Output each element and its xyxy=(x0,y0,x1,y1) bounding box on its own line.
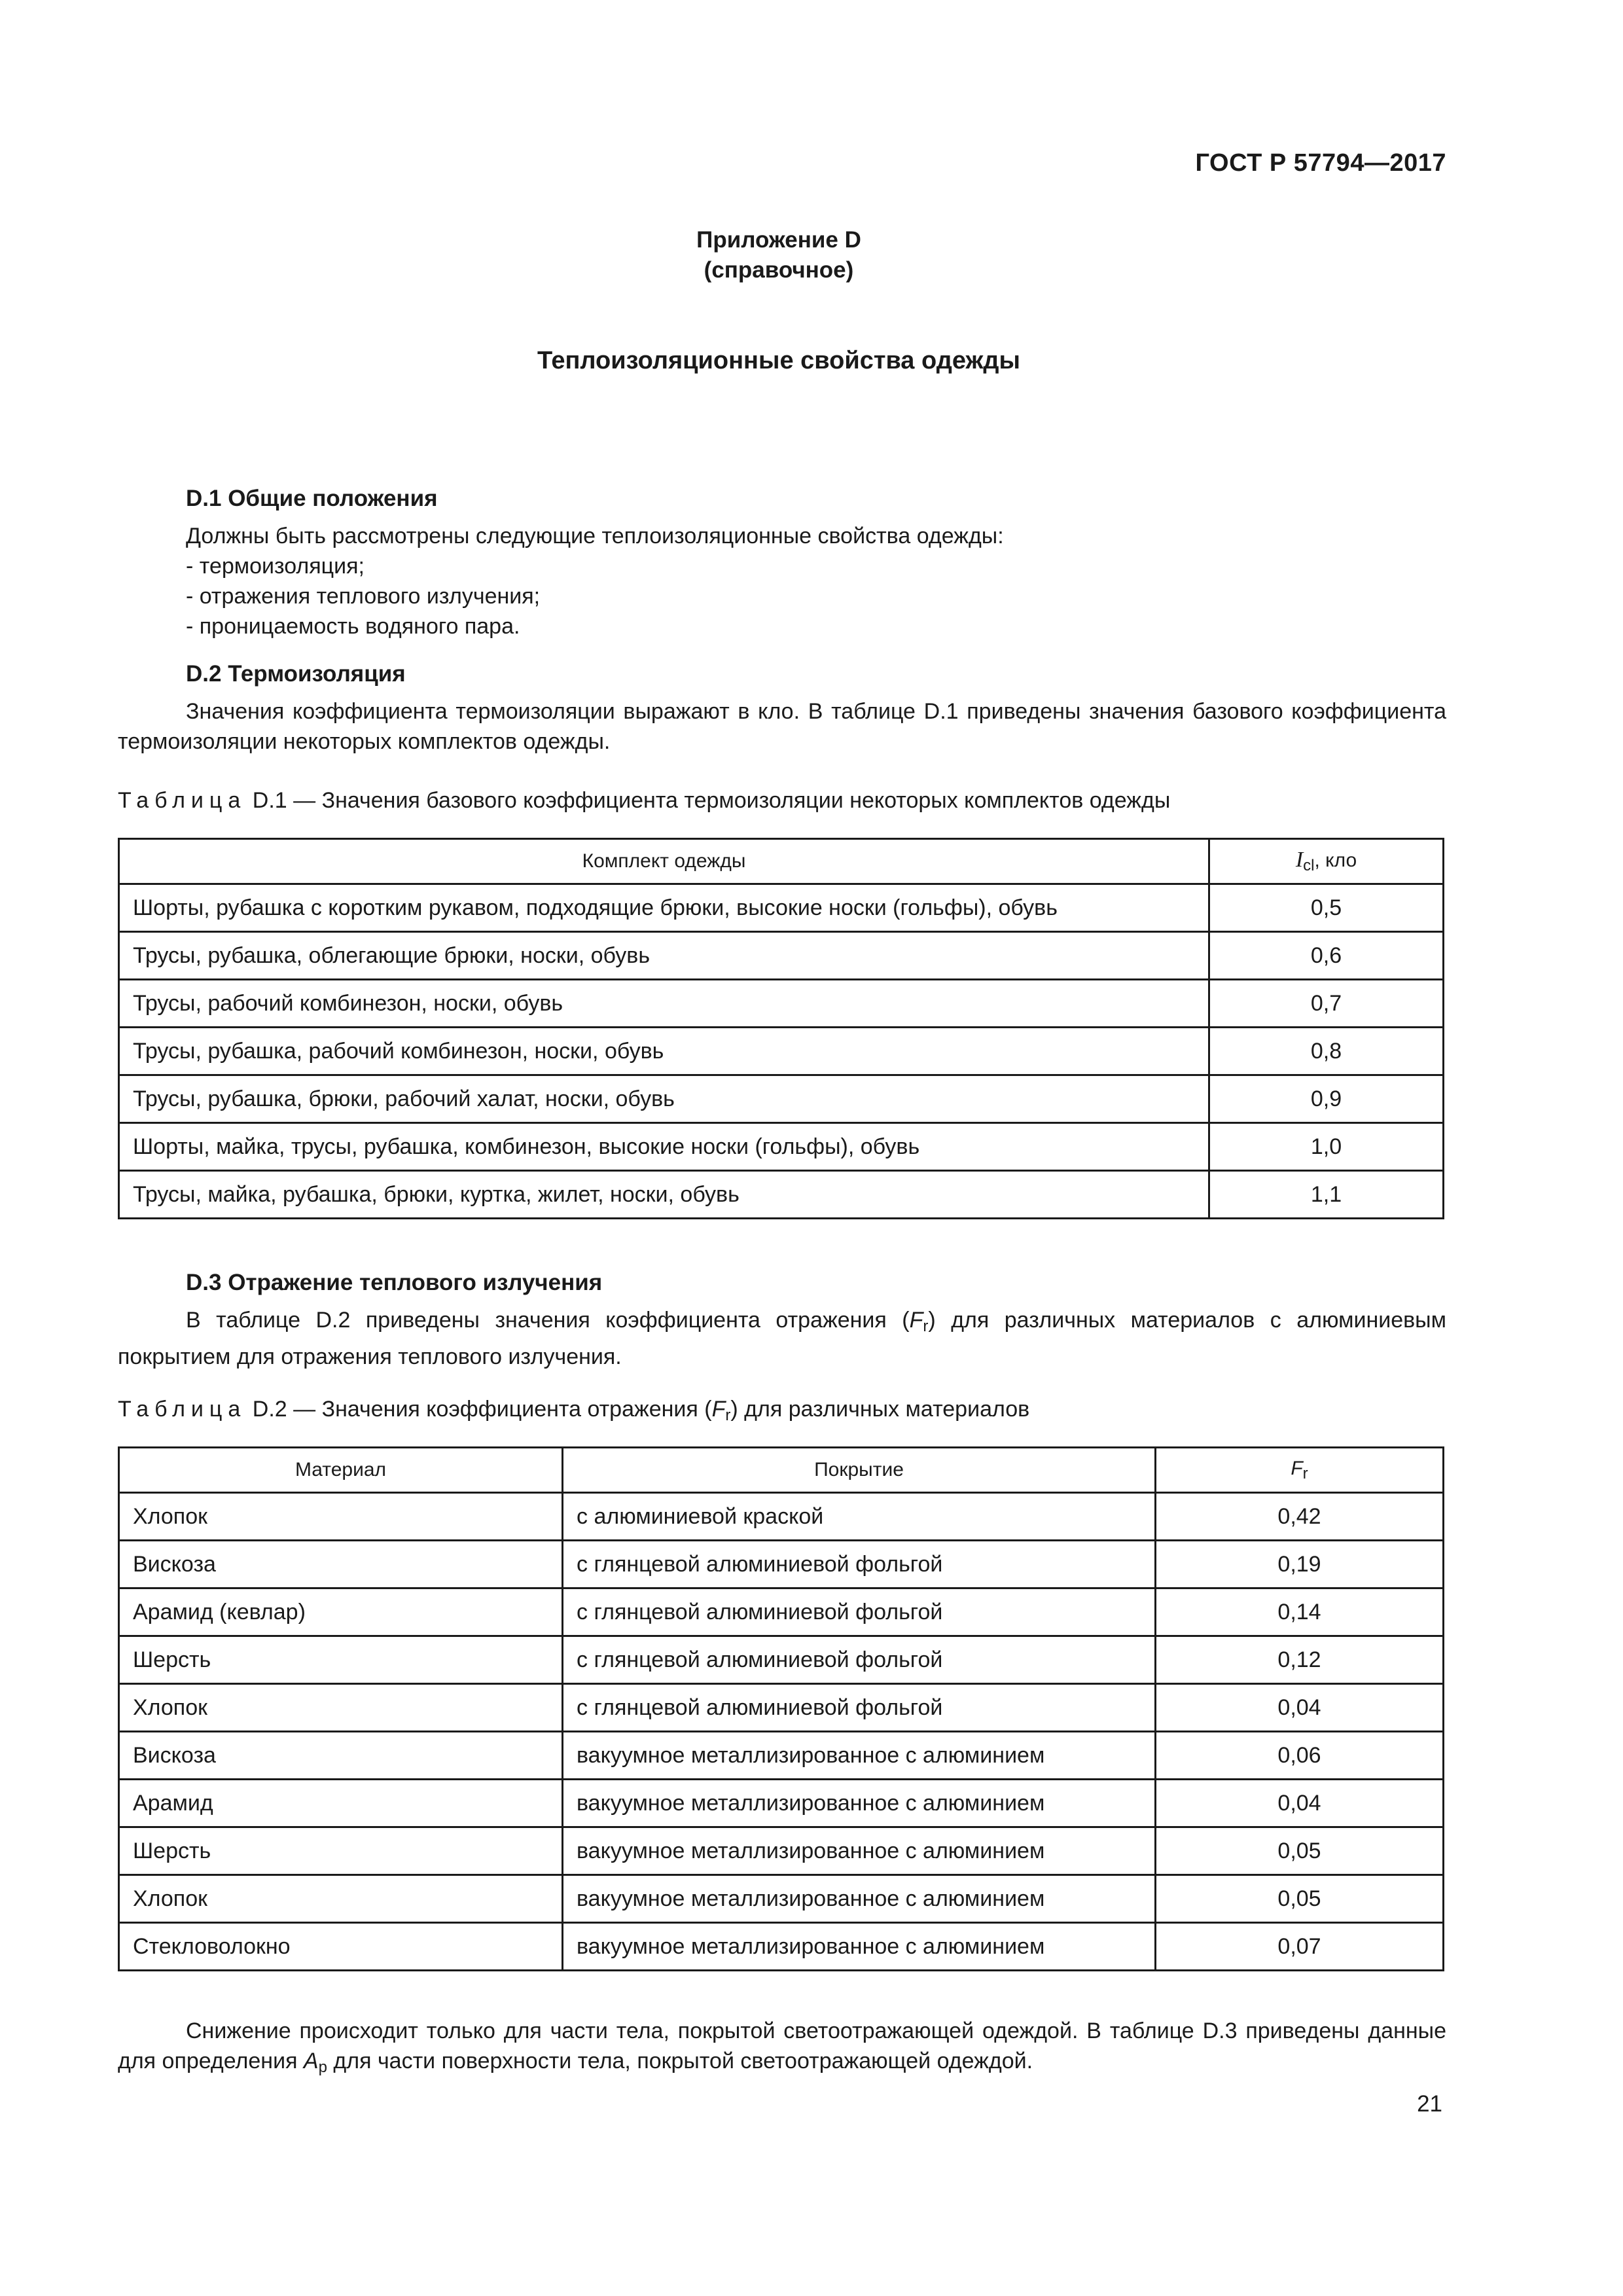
cell-fr: 0,06 xyxy=(1156,1732,1444,1780)
table-row xyxy=(119,1875,1444,1923)
cell-material: Стекловолокно xyxy=(119,1923,563,1971)
table2-caption-word: Таблица xyxy=(118,1397,247,1422)
cell-coating: вакуумное металлизированное с алюминием xyxy=(563,1780,1156,1827)
list-item: - проницаемость водяного пара. xyxy=(186,614,520,639)
table-row xyxy=(119,1075,1444,1123)
cell-fr: 0,05 xyxy=(1156,1827,1444,1875)
table-row xyxy=(119,1123,1444,1171)
cell-fr: 0,04 xyxy=(1156,1684,1444,1732)
table-d2 xyxy=(118,1446,1444,1971)
page-number: 21 xyxy=(1417,2091,1442,2117)
cell-coating: вакуумное металлизированное с алюминием xyxy=(563,1875,1156,1923)
table-row xyxy=(119,1171,1444,1219)
cell-value: 1,1 xyxy=(1209,1171,1444,1219)
symbol-f: F xyxy=(711,1397,726,1422)
table-row xyxy=(119,1636,1444,1684)
list-item: - термоизоляция; xyxy=(186,554,365,579)
table-row xyxy=(119,1541,1444,1588)
table-row xyxy=(119,932,1444,980)
text-part: ) для различных материалов с алюминиевым покрытием для отражения теплового излучения. xyxy=(118,1308,1446,1369)
cell-set: Трусы, рабочий комбинезон, носки, обувь xyxy=(119,980,1209,1028)
cell-fr: 0,07 xyxy=(1156,1923,1444,1971)
section-d1-title: D.1 Общие положения xyxy=(186,486,438,511)
table2-caption-a: D.2 — Значения коэффициента отражения ( xyxy=(252,1397,712,1422)
cell-value: 0,9 xyxy=(1209,1075,1444,1123)
symbol-i: I xyxy=(1295,848,1304,872)
cell-value: 0,5 xyxy=(1209,884,1444,932)
cell-value: 0,6 xyxy=(1209,932,1444,980)
section-d3-title: D.3 Отражение теплового излучения xyxy=(186,1270,603,1295)
symbol-f: F xyxy=(909,1308,923,1333)
table-row xyxy=(119,1780,1444,1827)
cell-coating: вакуумное металлизированное с алюминием xyxy=(563,1827,1156,1875)
cell-fr: 0,12 xyxy=(1156,1636,1444,1684)
table-row xyxy=(119,1684,1444,1732)
table-d1 xyxy=(118,838,1444,1219)
unit-clo: , кло xyxy=(1314,850,1357,871)
table-header-row xyxy=(119,839,1444,884)
section-d3-text xyxy=(118,1305,1446,1372)
table1-caption-word: Таблица xyxy=(118,788,247,813)
symbol-i-sub: cl xyxy=(1303,857,1315,874)
symbol-f-sub: r xyxy=(725,1407,731,1424)
cell-fr: 0,19 xyxy=(1156,1541,1444,1588)
cell-set: Шорты, рубашка с коротким рукавом, подходящие брюки, высокие носки (гольфы), обувь xyxy=(119,884,1209,932)
cell-material: Хлопок xyxy=(119,1875,563,1923)
appendix-type: (справочное) xyxy=(704,257,854,283)
table-row xyxy=(119,1493,1444,1541)
text-part: В таблице D.2 приведены значения коэффициента отражения ( xyxy=(186,1308,910,1333)
list-item: - отражения теплового излучения; xyxy=(186,584,541,609)
symbol-a: A xyxy=(303,2049,319,2073)
cell-material: Шерсть xyxy=(119,1636,563,1684)
table-row xyxy=(119,884,1444,932)
cell-material: Арамид (кевлар) xyxy=(119,1588,563,1636)
cell-coating: вакуумное металлизированное с алюминием xyxy=(563,1732,1156,1780)
cell-material: Хлопок xyxy=(119,1493,563,1541)
col-header-material: Материал xyxy=(119,1448,563,1493)
cell-material: Шерсть xyxy=(119,1827,563,1875)
table-row xyxy=(119,1732,1444,1780)
cell-value: 0,7 xyxy=(1209,980,1444,1028)
cell-value: 0,8 xyxy=(1209,1028,1444,1075)
cell-fr: 0,04 xyxy=(1156,1780,1444,1827)
cell-material: Вискоза xyxy=(119,1732,563,1780)
section-d1-intro: Должны быть рассмотрены следующие теплоизоляционные свойства одежды: xyxy=(186,524,1004,548)
cell-material: Вискоза xyxy=(119,1541,563,1588)
table-row xyxy=(119,1827,1444,1875)
cell-set: Трусы, рубашка, облегающие брюки, носки, обувь xyxy=(119,932,1209,980)
cell-value: 1,0 xyxy=(1209,1123,1444,1171)
text-part: Снижение происходит только для части тела, покрытой светоотражающей одеждой. В таблице D.3 приведены данные для определения xyxy=(118,2018,1446,2073)
table2-caption-b: ) для различных материалов xyxy=(730,1397,1030,1422)
symbol-f: F xyxy=(1291,1457,1303,1479)
col-header-fr xyxy=(1156,1448,1444,1493)
cell-coating: с глянцевой алюминиевой фольгой xyxy=(563,1636,1156,1684)
table2-caption xyxy=(118,1397,1029,1425)
cell-coating: с глянцевой алюминиевой фольгой xyxy=(563,1684,1156,1732)
cell-fr: 0,42 xyxy=(1156,1493,1444,1541)
table-header-row xyxy=(119,1448,1444,1493)
table-row xyxy=(119,980,1444,1028)
section-d2-text: Значения коэффициента термоизоляции выражают в кло. В таблице D.1 приведены значения базового коэффициента термоизоляции некоторых комплектов одежды. xyxy=(118,699,1446,754)
cell-coating: вакуумное металлизированное с алюминием xyxy=(563,1923,1156,1971)
symbol-a-sub: p xyxy=(318,2058,327,2076)
col-header-set: Комплект одежды xyxy=(119,839,1209,884)
table1-caption-text: D.1 — Значения базового коэффициента термоизоляции некоторых комплектов одежды xyxy=(252,788,1171,813)
closing-paragraph xyxy=(118,2016,1446,2083)
symbol-f-sub: r xyxy=(923,1318,929,1335)
table-row xyxy=(119,1028,1444,1075)
cell-set: Трусы, рубашка, брюки, рабочий халат, носки, обувь xyxy=(119,1075,1209,1123)
table1-caption xyxy=(118,788,1170,814)
text-part: для части поверхности тела, покрытой светоотражающей одеждой. xyxy=(327,2049,1033,2073)
cell-coating: с алюминиевой краской xyxy=(563,1493,1156,1541)
section-d2-title: D.2 Термоизоляция xyxy=(186,661,406,687)
cell-fr: 0,05 xyxy=(1156,1875,1444,1923)
symbol-f-sub: r xyxy=(1302,1464,1308,1482)
cell-material: Хлопок xyxy=(119,1684,563,1732)
table-row xyxy=(119,1923,1444,1971)
appendix-title: Теплоизоляционные свойства одежды xyxy=(537,347,1020,374)
cell-set: Трусы, майка, рубашка, брюки, куртка, жилет, носки, обувь xyxy=(119,1171,1209,1219)
table-row xyxy=(119,1588,1444,1636)
cell-material: Арамид xyxy=(119,1780,563,1827)
col-header-icl xyxy=(1209,839,1444,884)
appendix-label: Приложение D xyxy=(696,227,861,253)
cell-set: Трусы, рубашка, рабочий комбинезон, носки, обувь xyxy=(119,1028,1209,1075)
standard-number: ГОСТ Р 57794—2017 xyxy=(1195,149,1446,177)
cell-fr: 0,14 xyxy=(1156,1588,1444,1636)
col-header-coating: Покрытие xyxy=(563,1448,1156,1493)
cell-set: Шорты, майка, трусы, рубашка, комбинезон, высокие носки (гольфы), обувь xyxy=(119,1123,1209,1171)
cell-coating: с глянцевой алюминиевой фольгой xyxy=(563,1541,1156,1588)
cell-coating: с глянцевой алюминиевой фольгой xyxy=(563,1588,1156,1636)
